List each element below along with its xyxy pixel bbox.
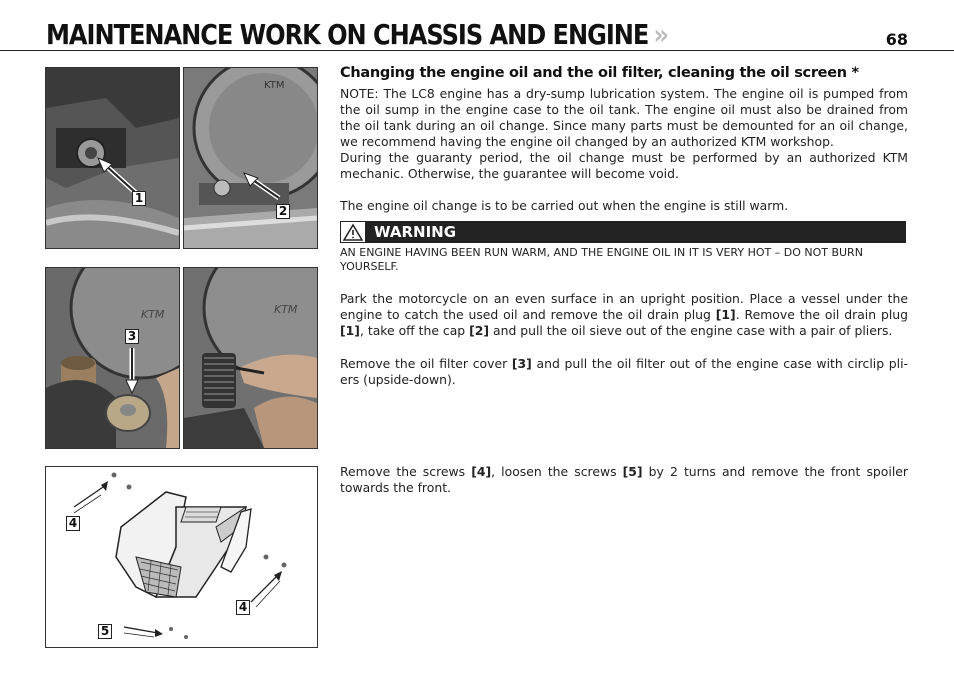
- photo-oil-cap: [183, 67, 318, 249]
- page-number: 68: [885, 30, 908, 49]
- diagram-front-spoiler: [45, 466, 318, 648]
- callout-4-left: 4: [66, 516, 80, 531]
- warm-text: The engine oil change is to be carried out when the engine is still warm.: [340, 198, 789, 213]
- warning-icon: [340, 221, 366, 243]
- section-title: Changing the engine oil and the oil filter, cleaning the oil screen *: [340, 65, 859, 81]
- park-text: Park the motorcycle on an even surface in an upright position. Place a vessel under the engine to catch the used oil and remove the oil drain plug [1]. Remove the oil drain plug [1], take off the cap [2] and pull the oil sieve out of the engine case with a pair of pliers.: [340, 291, 908, 338]
- chevron-icon: »: [653, 18, 668, 51]
- paragraph-screws: [340, 464, 908, 496]
- svg-text:KTM: KTM: [141, 308, 165, 321]
- callout-3: 3: [125, 329, 139, 344]
- paragraph-note: [340, 86, 908, 182]
- page-header: [0, 18, 954, 51]
- screws-text: Remove the screws [4], loosen the screws [5] by 2 turns and remove the front spoiler towards the front.: [340, 464, 908, 495]
- callout-1: 1: [132, 191, 146, 206]
- photo-oil-filter-removal: [183, 267, 318, 449]
- callout-5: 5: [98, 624, 112, 639]
- paragraph-park: [340, 291, 908, 339]
- warning-bar: [340, 221, 906, 243]
- svg-text:KTM: KTM: [264, 80, 285, 91]
- page-title: MAINTENANCE WORK ON CHASSIS AND ENGINE »: [46, 18, 668, 51]
- callout-4-right: 4: [236, 600, 250, 615]
- warning-text: AN ENGINE HAVING BEEN RUN WARM, AND THE ENGINE OIL IN IT IS VERY HOT – DO NOT BURN YOURSELF.: [340, 246, 863, 273]
- note-text: NOTE: The LC8 engine has a dry-sump lubrication system. The engine oil is pumped from the oil sump in the engine case to the oil tank. The engine oil must also be drained from the oil tank during an oil change. Since many parts must be demounted for an oil change, we recommend having the engine oil changed by an authorized KTM workshop.: [340, 86, 908, 149]
- callout-2: 2: [276, 204, 290, 219]
- paragraph-warm: [340, 198, 908, 214]
- paragraph-filter: [340, 356, 908, 388]
- guarantee-text: During the guaranty period, the oil change must be performed by an authorized KTM mechanic. Otherwise, the guarantee will become void.: [340, 150, 908, 181]
- photo-oil-filter-cover: [45, 267, 180, 449]
- filter-text: Remove the oil filter cover [3] and pull the oil filter out of the engine case with circlip pli-ers (upside-down).: [340, 356, 908, 387]
- svg-text:KTM: KTM: [274, 303, 298, 316]
- photo-oil-drain-plug: [45, 67, 180, 249]
- warning-label: WARNING: [374, 223, 457, 241]
